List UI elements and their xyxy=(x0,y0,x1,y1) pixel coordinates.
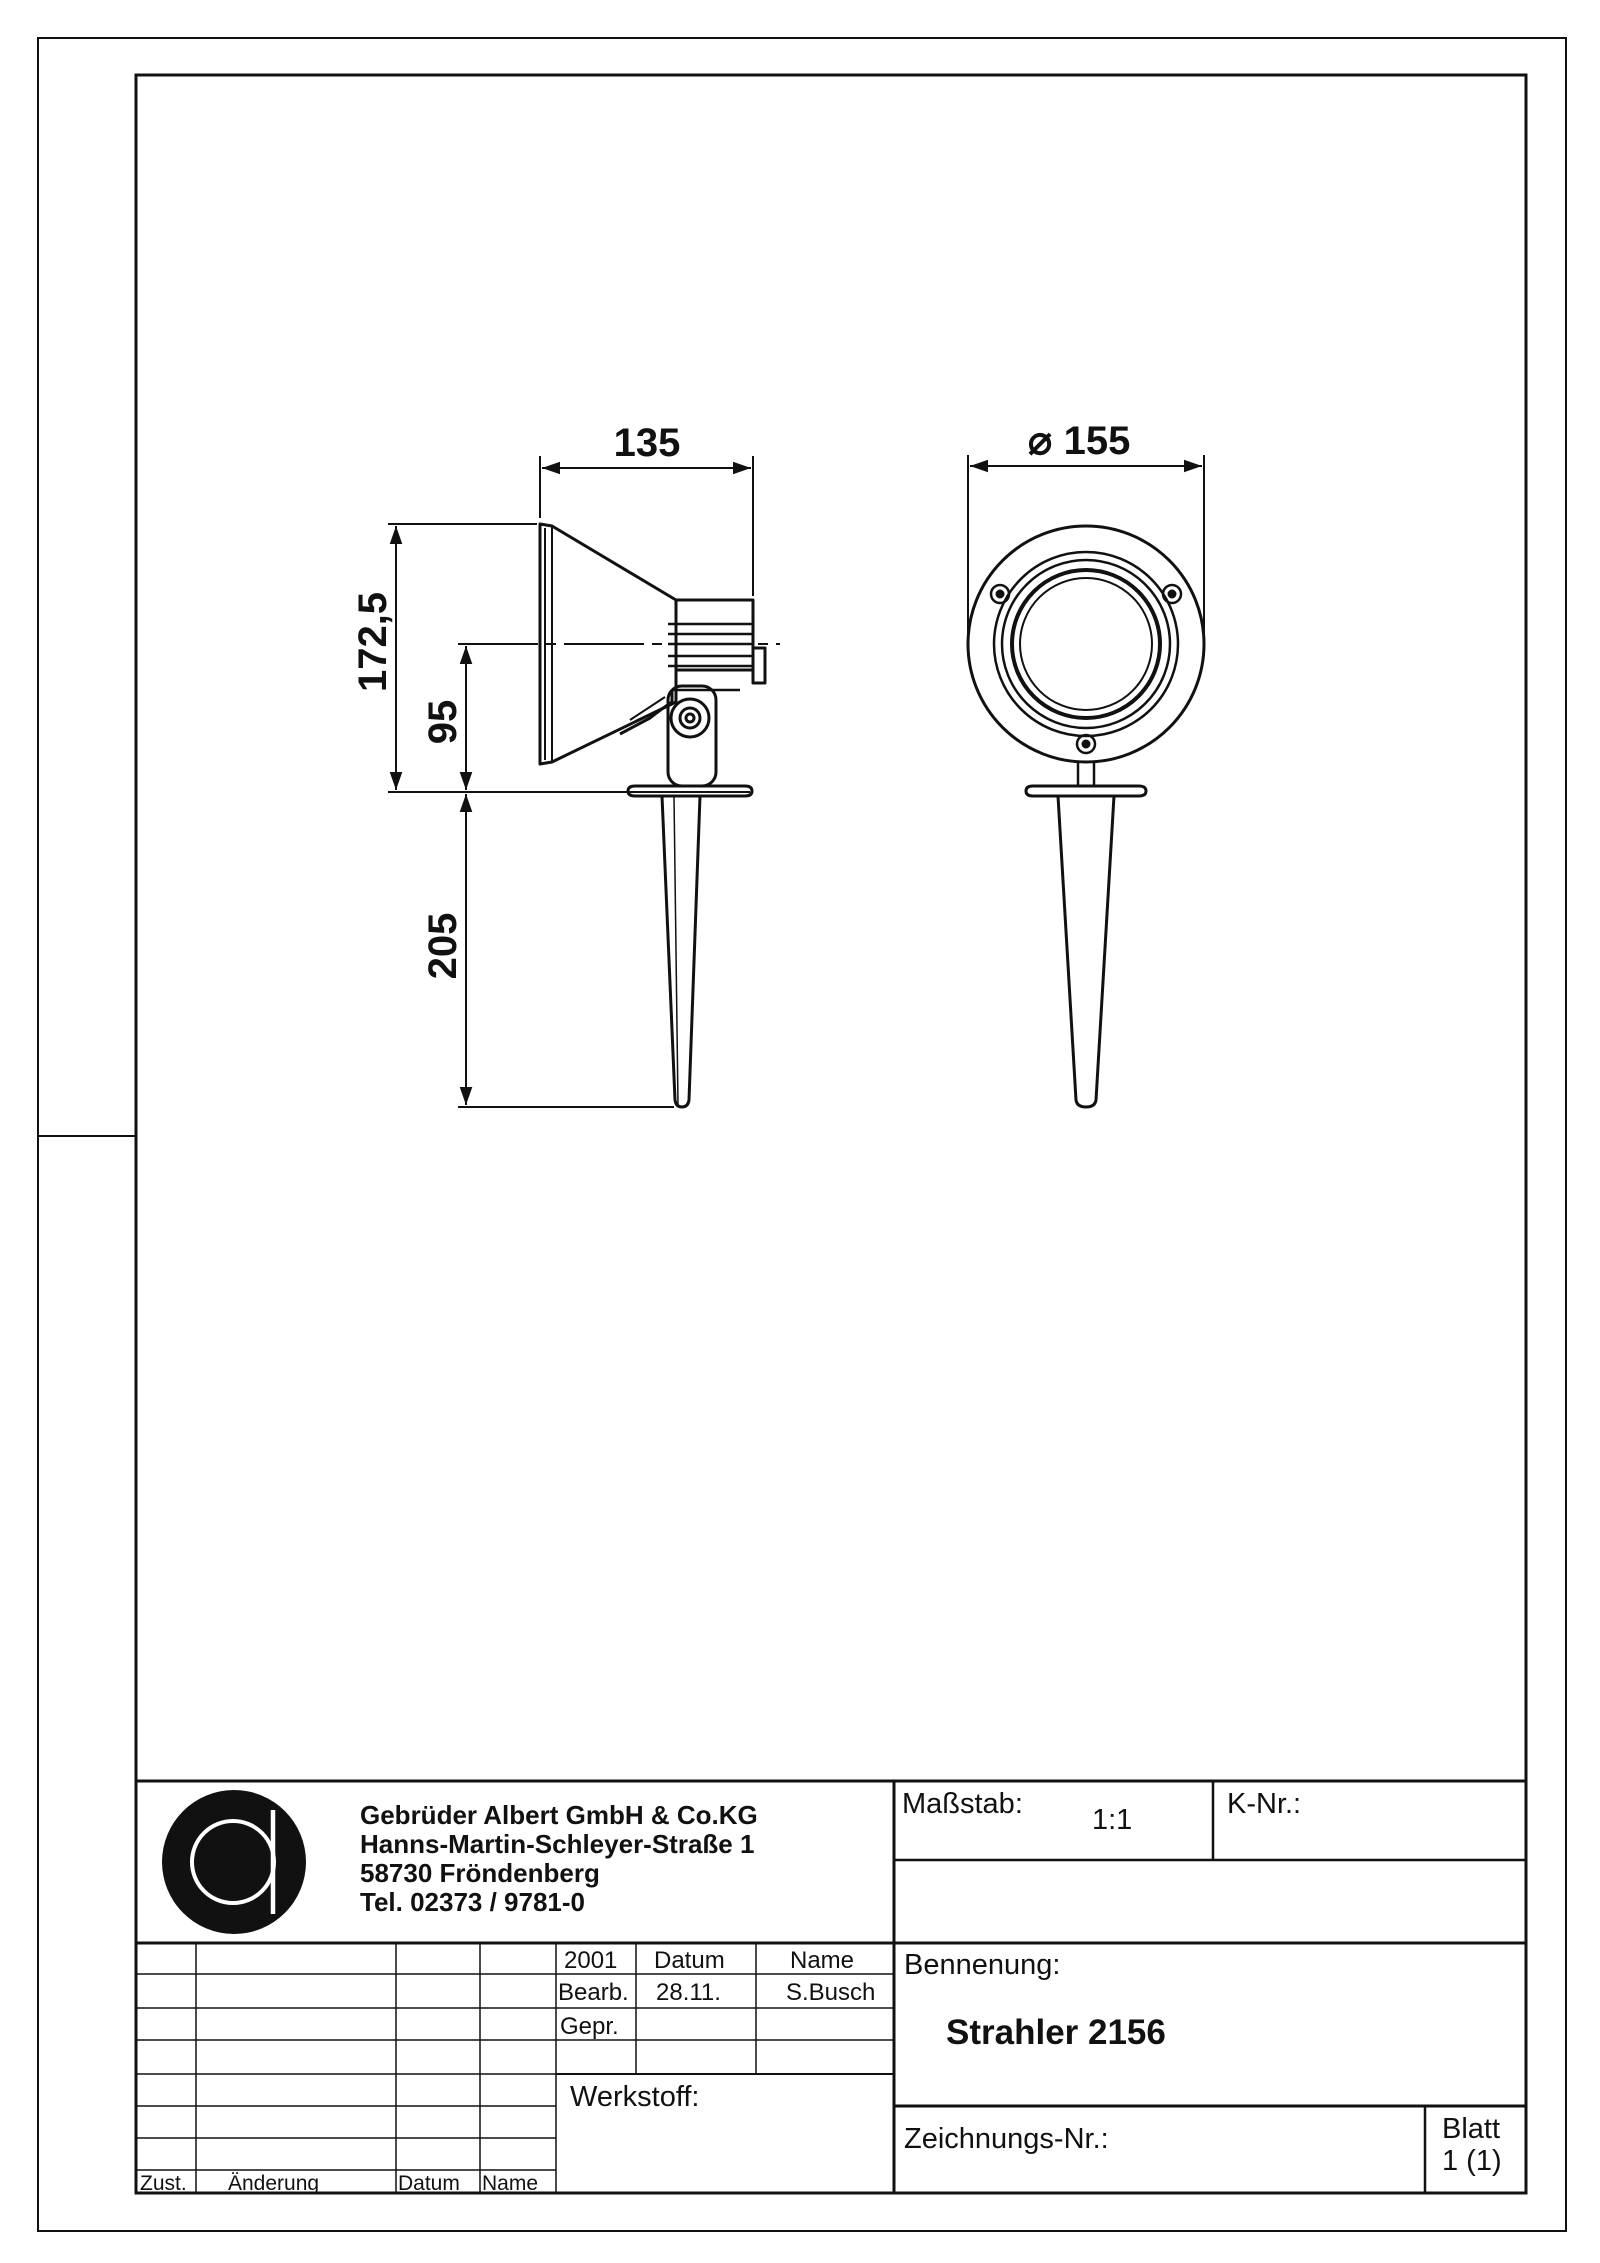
company-logo xyxy=(162,1790,306,1934)
rev-zust: Zust. xyxy=(140,2172,187,2195)
zeichnungs-nr-label: Zeichnungs-Nr.: xyxy=(904,2123,1109,2155)
dim-label-95: 95 xyxy=(421,699,465,745)
diameter-symbol: ⌀ xyxy=(1027,419,1053,463)
bearb-label: Bearb. xyxy=(558,1979,629,2006)
side-view xyxy=(540,524,765,1107)
blatt-value: 1 (1) xyxy=(1442,2145,1502,2177)
drawing-title: Strahler 2156 xyxy=(946,2013,1166,2052)
year-cell: 2001 xyxy=(564,1947,618,1974)
k-nr-label: K-Nr.: xyxy=(1227,1788,1302,1820)
company-street: Hanns-Martin-Schleyer-Straße 1 xyxy=(360,1829,755,1859)
blatt-label: Blatt xyxy=(1442,2113,1501,2145)
company-city: 58730 Fröndenberg xyxy=(360,1858,600,1888)
scale-value: 1:1 xyxy=(1092,1804,1133,1836)
dim-label-135: 135 xyxy=(613,421,681,465)
benennung-label: Bennenung: xyxy=(904,1949,1061,1981)
bearb-name: S.Busch xyxy=(786,1979,876,2006)
scale-label: Maßstab: xyxy=(902,1788,1023,1820)
bearb-date: 28.11. xyxy=(656,1979,721,2006)
rev-datum: Datum xyxy=(398,2172,460,2195)
dim-label-155: 155 xyxy=(1063,419,1131,463)
dim-label-172-5: 172,5 xyxy=(351,591,395,693)
company-name: Gebrüder Albert GmbH & Co.KG xyxy=(360,1800,758,1830)
drawing-frame xyxy=(136,75,1526,2193)
front-lens xyxy=(1012,570,1160,718)
company-phone: Tel. 02373 / 9781-0 xyxy=(360,1887,586,1917)
datum-header: Datum xyxy=(654,1947,725,1974)
side-spike xyxy=(662,796,700,1107)
pivot-knob xyxy=(671,699,709,737)
rev-name: Name xyxy=(482,2172,539,2195)
front-view xyxy=(968,526,1204,1107)
gepr-label: Gepr. xyxy=(560,2013,619,2040)
werkstoff-label: Werkstoff: xyxy=(570,2081,700,2113)
name-header: Name xyxy=(790,1947,855,1974)
front-outer-ring xyxy=(968,526,1204,762)
dim-label-205: 205 xyxy=(421,912,465,980)
rev-aenderung: Änderung xyxy=(228,2172,320,2195)
side-dimensions xyxy=(388,456,780,1107)
front-dimensions xyxy=(968,455,1204,640)
front-spike xyxy=(1058,796,1114,1107)
